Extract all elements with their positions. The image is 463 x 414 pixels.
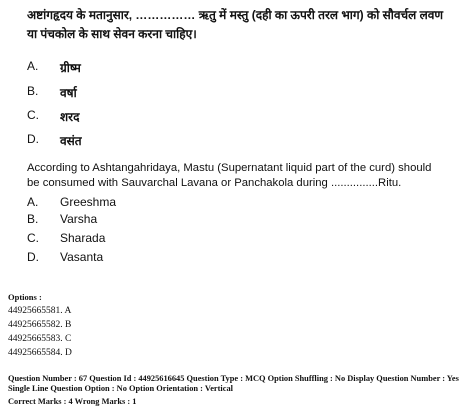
option-text: Sharada: [60, 231, 106, 245]
option-id-b: 44925665582. B: [8, 320, 72, 330]
option-letter: B.: [27, 212, 39, 226]
option-text: Vasanta: [60, 250, 104, 264]
question-info: Question Number : 67 Question Id : 44925616645 Question Type : MCQ Option Shuffling : No Display Question Number : Yes Single Line Question Option : No Option Orientation : Vertical: [8, 374, 459, 393]
option-id-c: 44925665583. C: [8, 334, 72, 344]
option-letter: A.: [27, 59, 39, 73]
option-text: वर्षा: [60, 86, 77, 100]
marks-info: Correct Marks : 4 Wrong Marks : 1: [8, 397, 137, 406]
option-text: ग्रीष्म: [60, 61, 81, 75]
option-hindi-b: [27, 84, 77, 100]
option-letter: D.: [27, 250, 39, 264]
option-hindi-d: [27, 132, 82, 148]
option-letter: C.: [27, 108, 39, 122]
option-english-b: [27, 212, 98, 228]
option-text: शरद: [60, 110, 80, 124]
options-header: Options :: [8, 292, 42, 302]
question-text-hindi: अष्टांगहृदय के मतानुसार, …………… ऋतु में मस्तु (दही का ऊपरी तरल भाग) को सौवर्चल लवण या पंचकोल के साथ सेवन करना चाहिए।: [27, 8, 444, 41]
option-text: Varsha: [60, 212, 98, 226]
option-letter: C.: [27, 231, 39, 245]
option-english-d: [27, 250, 104, 266]
option-id-d: 44925665584. D: [8, 348, 72, 358]
option-text: Greeshma: [60, 195, 117, 209]
option-english-a: [27, 195, 117, 211]
option-english-c: [27, 231, 106, 247]
option-id-a: 44925665581. A: [8, 306, 72, 316]
option-hindi-a: [27, 59, 81, 75]
option-hindi-c: [27, 108, 80, 124]
option-letter: A.: [27, 195, 39, 209]
option-letter: B.: [27, 84, 39, 98]
option-text: वसंत: [60, 134, 82, 148]
question-text-english: According to Ashtangahridaya, Mastu (Supernatant liquid part of the curd) should be consumed with Sauvarchal Lavana or Panchakola during ...............Ritu.: [27, 162, 432, 189]
option-letter: D.: [27, 132, 39, 146]
